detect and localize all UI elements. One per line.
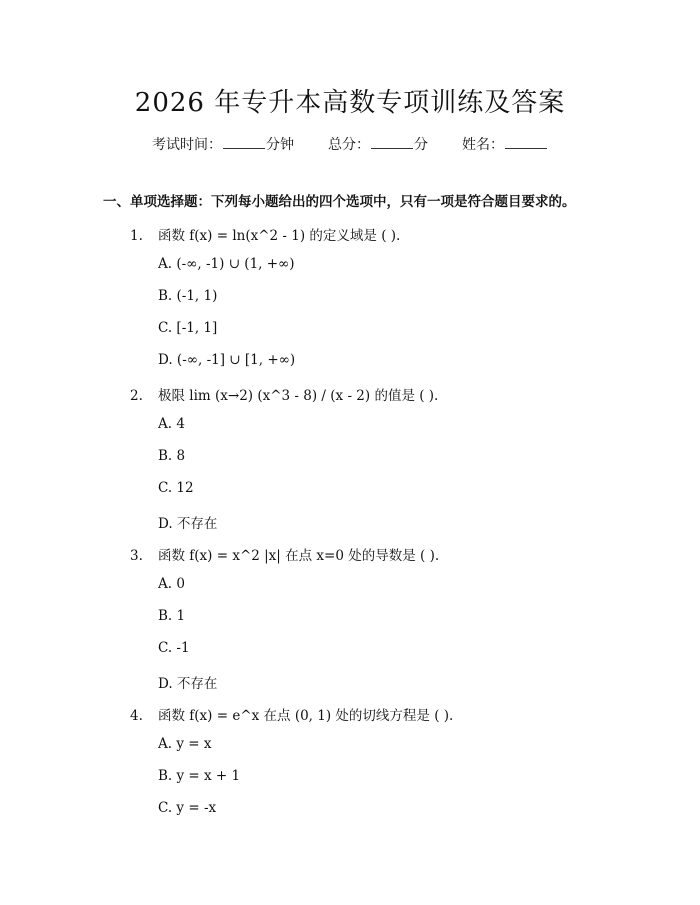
exam-time-label: 考试时间： xyxy=(152,137,222,153)
question-number: 1. xyxy=(130,228,143,244)
option-a: A. 4 xyxy=(158,416,185,432)
question-text: 函数 f(x) = e^x 在点 (0, 1) 处的切线方程是 ( ). xyxy=(158,708,454,724)
exam-time-unit: 分钟 xyxy=(266,137,294,153)
option-d: D. (-∞, -1] ∪ [1, +∞) xyxy=(158,352,296,368)
question-text: 函数 f(x) = ln(x^2 - 1) 的定义域是 ( ). xyxy=(158,228,401,244)
total-score-label: 总分： xyxy=(328,137,370,153)
option-d: D. 不存在 xyxy=(158,676,218,692)
total-score-unit: 分 xyxy=(414,137,428,153)
student-name xyxy=(462,134,548,154)
option-b: B. 1 xyxy=(158,608,186,624)
exam-meta xyxy=(0,134,700,154)
option-d: D. 不存在 xyxy=(158,516,218,532)
question-1 xyxy=(130,224,400,244)
option-a: A. (-∞, -1) ∪ (1, +∞) xyxy=(158,256,295,272)
option-b: B. y = x + 1 xyxy=(158,768,241,784)
option-a: A. 0 xyxy=(158,576,185,592)
question-3 xyxy=(130,544,439,564)
student-name-blank xyxy=(505,136,547,149)
option-c: C. -1 xyxy=(158,640,190,656)
document-title: 2026 年专升本高数专项训练及答案 xyxy=(134,88,566,118)
question-4 xyxy=(130,704,453,724)
option-c: C. y = -x xyxy=(158,800,217,816)
question-number: 2. xyxy=(130,388,143,404)
question-number: 3. xyxy=(130,548,143,564)
option-a: A. y = x xyxy=(158,736,212,752)
question-text: 极限 lim (x→2) (x^3 - 8) / (x - 2) 的值是 ( ). xyxy=(158,388,439,404)
exam-time-blank xyxy=(223,136,265,149)
option-c: C. 12 xyxy=(158,480,194,496)
option-b: B. (-1, 1) xyxy=(158,288,218,304)
total-score-blank xyxy=(371,136,413,149)
student-name-label: 姓名： xyxy=(462,137,504,153)
total-score xyxy=(328,134,428,154)
option-b: B. 8 xyxy=(158,448,186,464)
question-number: 4. xyxy=(130,708,143,724)
option-c: C. [-1, 1] xyxy=(158,320,218,336)
question-text: 函数 f(x) = x^2 |x| 在点 x=0 处的导数是 ( ). xyxy=(158,548,440,564)
question-2 xyxy=(130,384,438,404)
exam-time xyxy=(152,134,294,154)
section-heading: 一、单项选择题：下列每小题给出的四个选项中，只有一项是符合题目要求的。 xyxy=(103,194,576,210)
